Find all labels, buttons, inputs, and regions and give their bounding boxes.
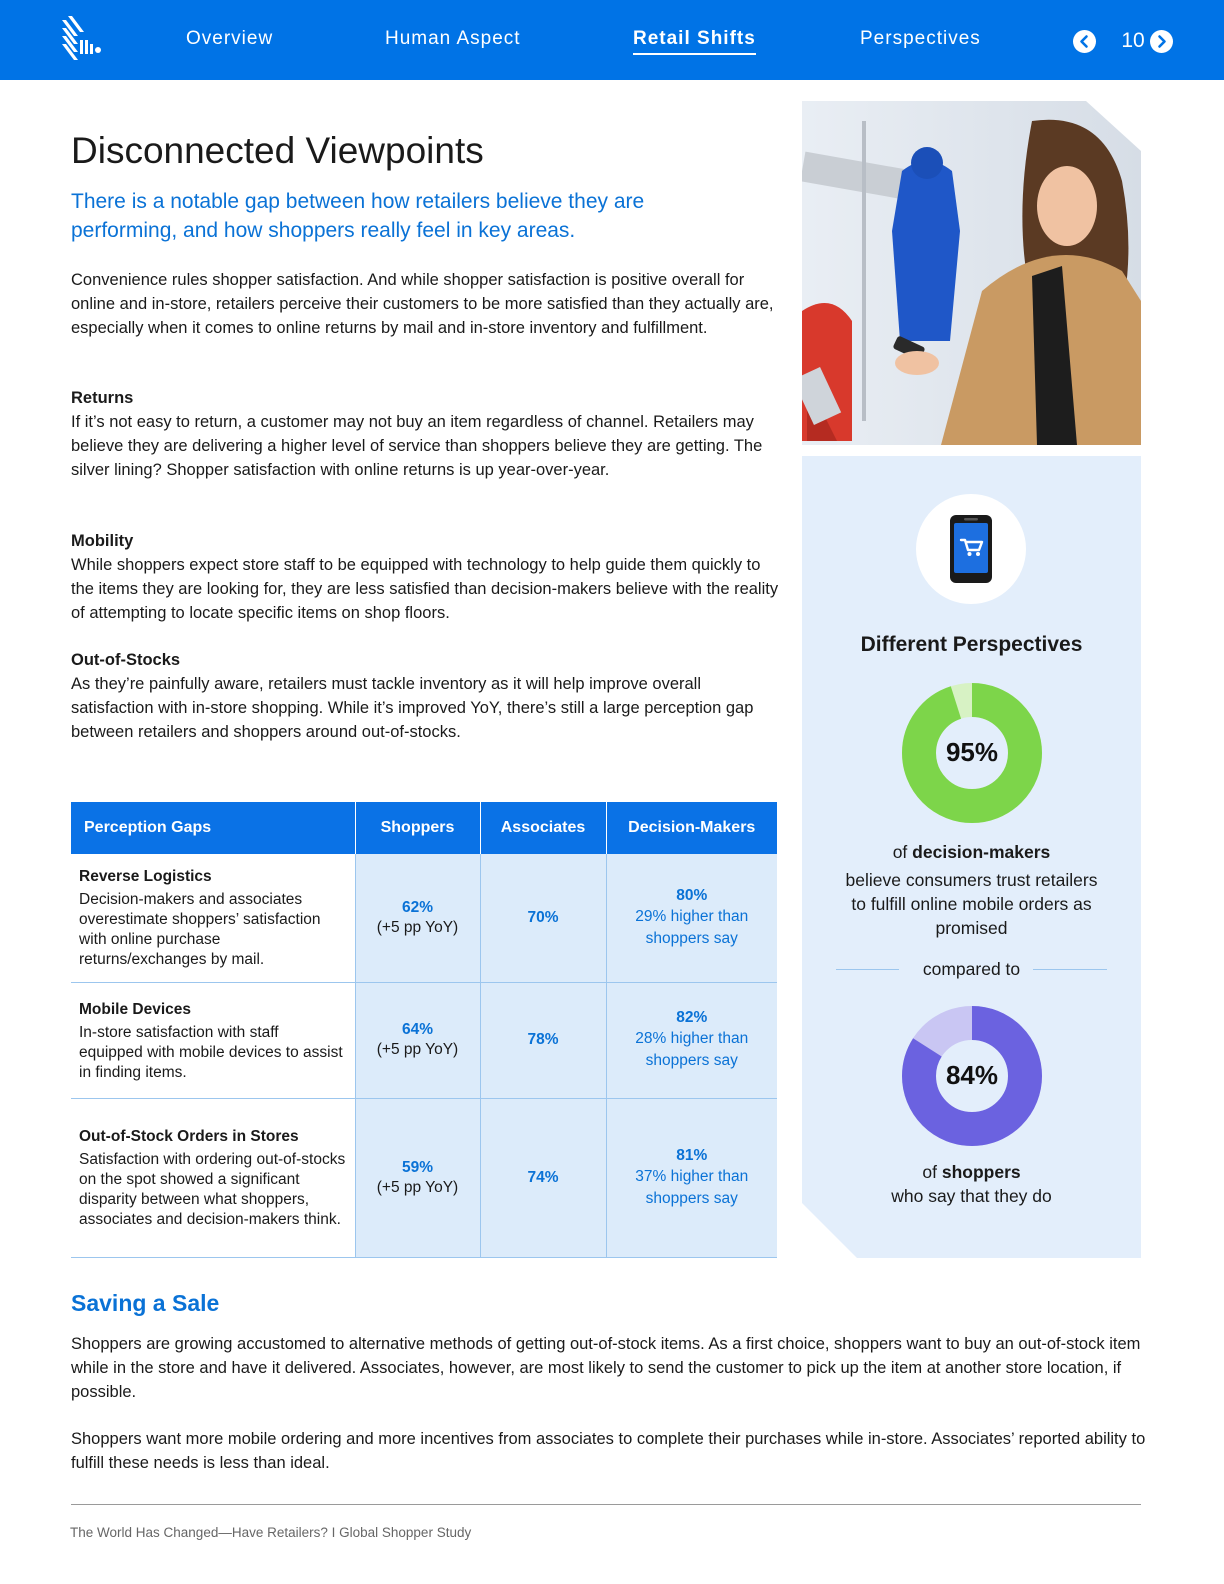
- decision-makers-value: 82%: [676, 1009, 708, 1026]
- decision-makers-gap: 28% higher than shoppers say: [635, 1030, 749, 1069]
- row-title: Out-of-Stock Orders in Stores: [79, 1128, 299, 1145]
- top-navigation-bar: [0, 0, 1224, 80]
- section-heading: Returns: [71, 389, 134, 407]
- associates-cell: [480, 854, 606, 982]
- section-heading: Out-of-Stocks: [71, 651, 181, 669]
- nav-tab-human-aspect[interactable]: Human Aspect: [385, 28, 521, 49]
- row-desc-text: Decision-makers and associates overestimate shoppers’ satisfaction with online purchase returns/exchanges by mail.: [79, 891, 321, 969]
- shopper-with-phone-image: [802, 101, 1141, 445]
- nav-tab-retail-shifts[interactable]: Retail Shifts: [633, 28, 756, 55]
- divider-right: [1033, 969, 1107, 970]
- row-desc-text: Satisfaction with ordering out-of-stocks on the spot showed a significant disparity between what shoppers, associates and decision-makers think.: [79, 1151, 346, 1228]
- decision-makers-cell: [606, 982, 777, 1098]
- shoppers-stat-text: [802, 1160, 1141, 1184]
- stat-prefix: of: [922, 1162, 942, 1182]
- shoppers-yoy: (+5 pp YoY): [376, 1178, 459, 1196]
- stat-group: decision-makers: [912, 842, 1051, 862]
- section-body: If it’s not easy to return, a customer may not buy an item regardless of channel. Retailers may believe they are delivering a higher level of service than shoppers believe they are getting. The silver lining? Shopper satisfaction with online returns is up year-over-year.: [71, 413, 763, 479]
- section-returns: [71, 386, 781, 482]
- shoppers-yoy: (+5 pp YoY): [376, 1041, 459, 1058]
- shoppers-value: 59%: [401, 1158, 434, 1176]
- header-associates: Associates: [480, 802, 606, 854]
- header-shoppers: Shoppers: [355, 802, 480, 854]
- row-description: [71, 1098, 355, 1257]
- next-page-button[interactable]: [1150, 30, 1173, 53]
- decision-makers-gap: 37% higher than shoppers say: [635, 1167, 749, 1207]
- shoppers-value: 62%: [401, 898, 434, 916]
- sidebar-title: Different Perspectives: [860, 633, 1083, 656]
- associates-value: 70%: [527, 908, 559, 926]
- chevron-right-icon: [1150, 30, 1173, 53]
- table-row: [71, 854, 777, 982]
- table-header-row: [71, 802, 777, 854]
- stat-prefix: of: [892, 842, 913, 862]
- row-title: Reverse Logistics: [79, 868, 212, 886]
- row-desc-text: In-store satisfaction with staff equipped with mobile devices to assist in finding items.: [79, 1023, 343, 1081]
- section-body: While shoppers expect store staff to be equipped with technology to help guide them quickly to the items they are looking for, they are less satisfied than decision-makers believe with the reality of attempting to locate specific items on shop floors.: [71, 556, 779, 622]
- intro-paragraph: Convenience rules shopper satisfaction. And while shopper satisfaction is positive overall for online and in-store, retailers perceive their customers to be more satisfied than they actually are, especially when it comes to online returns by mail and in-store inventory and fulfillment.: [71, 271, 774, 337]
- decision-makers-cell: [606, 854, 777, 982]
- saving-paragraph-2: Shoppers want more mobile ordering and more incentives from associates to complete their purchases while in-store. Associates’ reported ability to fulfill these needs is less than ideal.: [71, 1430, 1146, 1472]
- icon-circle: [916, 494, 1026, 604]
- page-pager: [1083, 28, 1183, 54]
- shoppers-percent: 84%: [945, 1060, 999, 1090]
- shoppers-yoy: (+5 pp YoY): [376, 918, 459, 936]
- shoppers-stat-detail: who say that they do: [891, 1186, 1052, 1206]
- shoppers-value: 64%: [401, 1021, 434, 1038]
- shoppers-cell: [355, 1098, 480, 1257]
- mobile-shopping-cart-icon: [916, 494, 1026, 604]
- shoppers-cell: [355, 854, 480, 982]
- row-title: Mobile Devices: [79, 1000, 191, 1018]
- section-body: As they’re painfully aware, retailers must tackle inventory as it will help improve overall satisfaction with in-store shopping. While it’s improved YoY, there’s still a large perception gap between retailers and shoppers around out-of-stocks.: [71, 675, 754, 741]
- saving-a-sale-heading: Saving a Sale: [71, 1290, 220, 1316]
- page-subtitle: There is a notable gap between how retailers believe they are performing, and how shoppers really feel in key areas.: [71, 190, 645, 242]
- decision-makers-value: 81%: [676, 1146, 708, 1164]
- footer-text: The World Has Changed—Have Retailers? I Global Shopper Study: [70, 1525, 472, 1540]
- page-title: Disconnected Viewpoints: [71, 130, 484, 171]
- decision-makers-cell: [606, 1098, 777, 1257]
- associates-cell: [480, 1098, 606, 1257]
- section-out-of-stocks: [71, 648, 781, 744]
- decision-makers-value: 80%: [676, 886, 708, 904]
- perception-gaps-table: [71, 802, 777, 1258]
- associates-cell: [480, 982, 606, 1098]
- compared-to-label: compared to: [922, 959, 1021, 979]
- section-heading: Mobility: [71, 532, 134, 550]
- nav-tab-perspectives[interactable]: Perspectives: [860, 28, 981, 49]
- stat-group: shoppers: [941, 1162, 1021, 1182]
- row-description: [71, 982, 355, 1098]
- associates-value: 78%: [527, 1031, 559, 1048]
- saving-paragraph-1: Shoppers are growing accustomed to alternative methods of getting out-of-stock items. As a first choice, shoppers want to buy an out-of-stock item while in the store and have it delivered. Associates, however, are most likely to send the customer to pick up the item at another store location, if possible.: [71, 1335, 1141, 1401]
- previous-page-button[interactable]: [1073, 30, 1096, 53]
- header-perception-gaps: Perception Gaps: [71, 802, 355, 854]
- footer-divider: [71, 1504, 1141, 1505]
- table-row: [71, 1098, 777, 1257]
- decision-makers-gap: 29% higher than shoppers say: [635, 907, 749, 947]
- associates-value: 74%: [527, 1168, 559, 1186]
- decision-makers-percent: 95%: [945, 737, 999, 767]
- decision-makers-stat-detail: believe consumers trust retailers to fulfill online mobile orders as promised: [845, 870, 1098, 938]
- shoppers-cell: [355, 982, 480, 1098]
- page-number: 10: [1121, 29, 1145, 52]
- header-decision-makers: Decision-Makers: [606, 802, 777, 854]
- shopper-photo: [802, 101, 1141, 445]
- chevron-left-icon: [1073, 30, 1096, 53]
- row-description: [71, 854, 355, 982]
- table-row: [71, 982, 777, 1098]
- brand-logo-icon[interactable]: [58, 14, 104, 64]
- section-mobility: [71, 529, 781, 625]
- decision-makers-stat-text: [802, 840, 1141, 864]
- nav-tab-overview[interactable]: Overview: [186, 28, 274, 49]
